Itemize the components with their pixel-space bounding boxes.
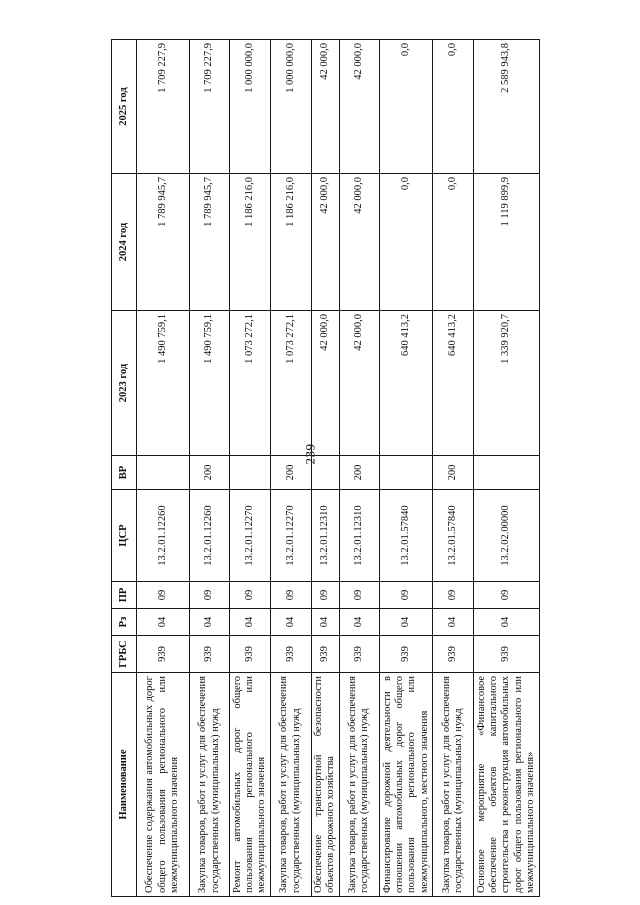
table-row xyxy=(339,40,380,897)
cell-name: Финансирование дорожной деятельности в отношении автомобильных дорог общего пользования регионального или межмуниципального, местного значения xyxy=(380,673,433,897)
table-row xyxy=(230,40,271,897)
cell-grbs: 939 xyxy=(137,636,190,673)
header-2024: 2024 год xyxy=(112,174,137,311)
header-2025: 2025 год xyxy=(112,40,137,174)
cell-pr: 09 xyxy=(137,582,190,609)
cell-pr: 09 xyxy=(230,582,271,609)
cell-csr: 13.2.01.12310 xyxy=(311,490,339,582)
header-row xyxy=(112,40,137,897)
cell-2025: 1 000 000,0 xyxy=(230,40,271,174)
cell-2023: 1 073 272,1 xyxy=(270,311,311,456)
cell-2023: 1 073 272,1 xyxy=(230,311,271,456)
cell-rz: 04 xyxy=(270,609,311,636)
table-row xyxy=(433,40,474,897)
cell-name: Ремонт автомобильных дорог общего пользования регионального или межмуниципального значения xyxy=(230,673,271,897)
cell-csr: 13.2.01.12270 xyxy=(230,490,271,582)
cell-grbs: 939 xyxy=(189,636,230,673)
header-csr: ЦСР xyxy=(112,490,137,582)
cell-vr: 200 xyxy=(339,456,380,490)
cell-2025: 0,0 xyxy=(380,40,433,174)
cell-vr: 200 xyxy=(270,456,311,490)
cell-vr xyxy=(380,456,433,490)
cell-2025: 2 589 943,8 xyxy=(474,40,540,174)
cell-rz: 04 xyxy=(189,609,230,636)
cell-2024: 1 789 945,7 xyxy=(137,174,190,311)
cell-2024: 42 000,0 xyxy=(339,174,380,311)
cell-rz: 04 xyxy=(474,609,540,636)
cell-pr: 09 xyxy=(311,582,339,609)
cell-pr: 09 xyxy=(339,582,380,609)
cell-2023: 42 000,0 xyxy=(311,311,339,456)
cell-rz: 04 xyxy=(380,609,433,636)
cell-2023: 640 413,2 xyxy=(380,311,433,456)
cell-grbs: 939 xyxy=(270,636,311,673)
cell-2025: 42 000,0 xyxy=(339,40,380,174)
cell-csr: 13.2.02.00000 xyxy=(474,490,540,582)
cell-vr: 200 xyxy=(189,456,230,490)
cell-rz: 04 xyxy=(311,609,339,636)
cell-name: Закупка товаров, работ и услуг для обеспечения государственных (муниципальных) нужд xyxy=(270,673,311,897)
table-row xyxy=(311,40,339,897)
cell-name: Основное мероприятие «Финансовое обеспечение объектов капитального строительства и реконструкция автомобильных дорог общего пользования регионального или межмуниципального значения» xyxy=(474,673,540,897)
cell-vr xyxy=(474,456,540,490)
cell-2024: 1 119 899,9 xyxy=(474,174,540,311)
cell-vr xyxy=(137,456,190,490)
cell-2025: 42 000,0 xyxy=(311,40,339,174)
table-row xyxy=(474,40,540,897)
cell-vr: 200 xyxy=(433,456,474,490)
table-row xyxy=(380,40,433,897)
cell-2023: 1 490 759,1 xyxy=(189,311,230,456)
cell-2025: 1 709 227,9 xyxy=(137,40,190,174)
cell-vr xyxy=(230,456,271,490)
cell-2023: 640 413,2 xyxy=(433,311,474,456)
cell-2023: 1 339 920,7 xyxy=(474,311,540,456)
cell-pr: 09 xyxy=(474,582,540,609)
cell-grbs: 939 xyxy=(311,636,339,673)
cell-grbs: 939 xyxy=(474,636,540,673)
cell-csr: 13.2.01.12260 xyxy=(137,490,190,582)
cell-2025: 0,0 xyxy=(433,40,474,174)
cell-grbs: 939 xyxy=(380,636,433,673)
table-row xyxy=(270,40,311,897)
cell-rz: 04 xyxy=(433,609,474,636)
cell-grbs: 939 xyxy=(230,636,271,673)
cell-name: Закупка товаров, работ и услуг для обеспечения государственных (муниципальных) нужд xyxy=(339,673,380,897)
cell-2024: 1 186 216,0 xyxy=(270,174,311,311)
cell-csr: 13.2.01.12260 xyxy=(189,490,230,582)
header-rz: Рз xyxy=(112,609,137,636)
cell-name: Закупка товаров, работ и услуг для обеспечения государственных (муниципальных) нужд xyxy=(433,673,474,897)
rotated-table-container xyxy=(111,40,540,897)
cell-rz: 04 xyxy=(137,609,190,636)
cell-csr: 13.2.01.57840 xyxy=(433,490,474,582)
table-row xyxy=(189,40,230,897)
cell-csr: 13.2.01.57840 xyxy=(380,490,433,582)
cell-grbs: 939 xyxy=(433,636,474,673)
cell-pr: 09 xyxy=(270,582,311,609)
cell-pr: 09 xyxy=(380,582,433,609)
cell-2024: 0,0 xyxy=(433,174,474,311)
cell-2024: 1 186 216,0 xyxy=(230,174,271,311)
cell-2024: 0,0 xyxy=(380,174,433,311)
table-row xyxy=(137,40,190,897)
header-pr: ПР xyxy=(112,582,137,609)
cell-2024: 42 000,0 xyxy=(311,174,339,311)
cell-name: Обеспечение транспортной безопасности объектов дорожного хозяйства xyxy=(311,673,339,897)
cell-2024: 1 789 945,7 xyxy=(189,174,230,311)
cell-pr: 09 xyxy=(433,582,474,609)
cell-name: Закупка товаров, работ и услуг для обеспечения государственных (муниципальных) нужд xyxy=(189,673,230,897)
header-name: Наименование xyxy=(112,673,137,897)
cell-csr: 13.2.01.12310 xyxy=(339,490,380,582)
cell-2023: 42 000,0 xyxy=(339,311,380,456)
cell-pr: 09 xyxy=(189,582,230,609)
budget-table xyxy=(111,39,540,897)
cell-csr: 13.2.01.12270 xyxy=(270,490,311,582)
cell-rz: 04 xyxy=(230,609,271,636)
cell-rz: 04 xyxy=(339,609,380,636)
cell-vr xyxy=(311,456,339,490)
cell-2023: 1 490 759,1 xyxy=(137,311,190,456)
header-2023: 2023 год xyxy=(112,311,137,456)
cell-grbs: 939 xyxy=(339,636,380,673)
header-vr: ВР xyxy=(112,456,137,490)
cell-2025: 1 709 227,9 xyxy=(189,40,230,174)
cell-name: Обеспечение содержания автомобильных дорог общего пользования регионального или межмуниципального значения xyxy=(137,673,190,897)
cell-2025: 1 000 000,0 xyxy=(270,40,311,174)
page-number: 239 xyxy=(302,443,318,465)
header-grbs: ГРБС xyxy=(112,636,137,673)
